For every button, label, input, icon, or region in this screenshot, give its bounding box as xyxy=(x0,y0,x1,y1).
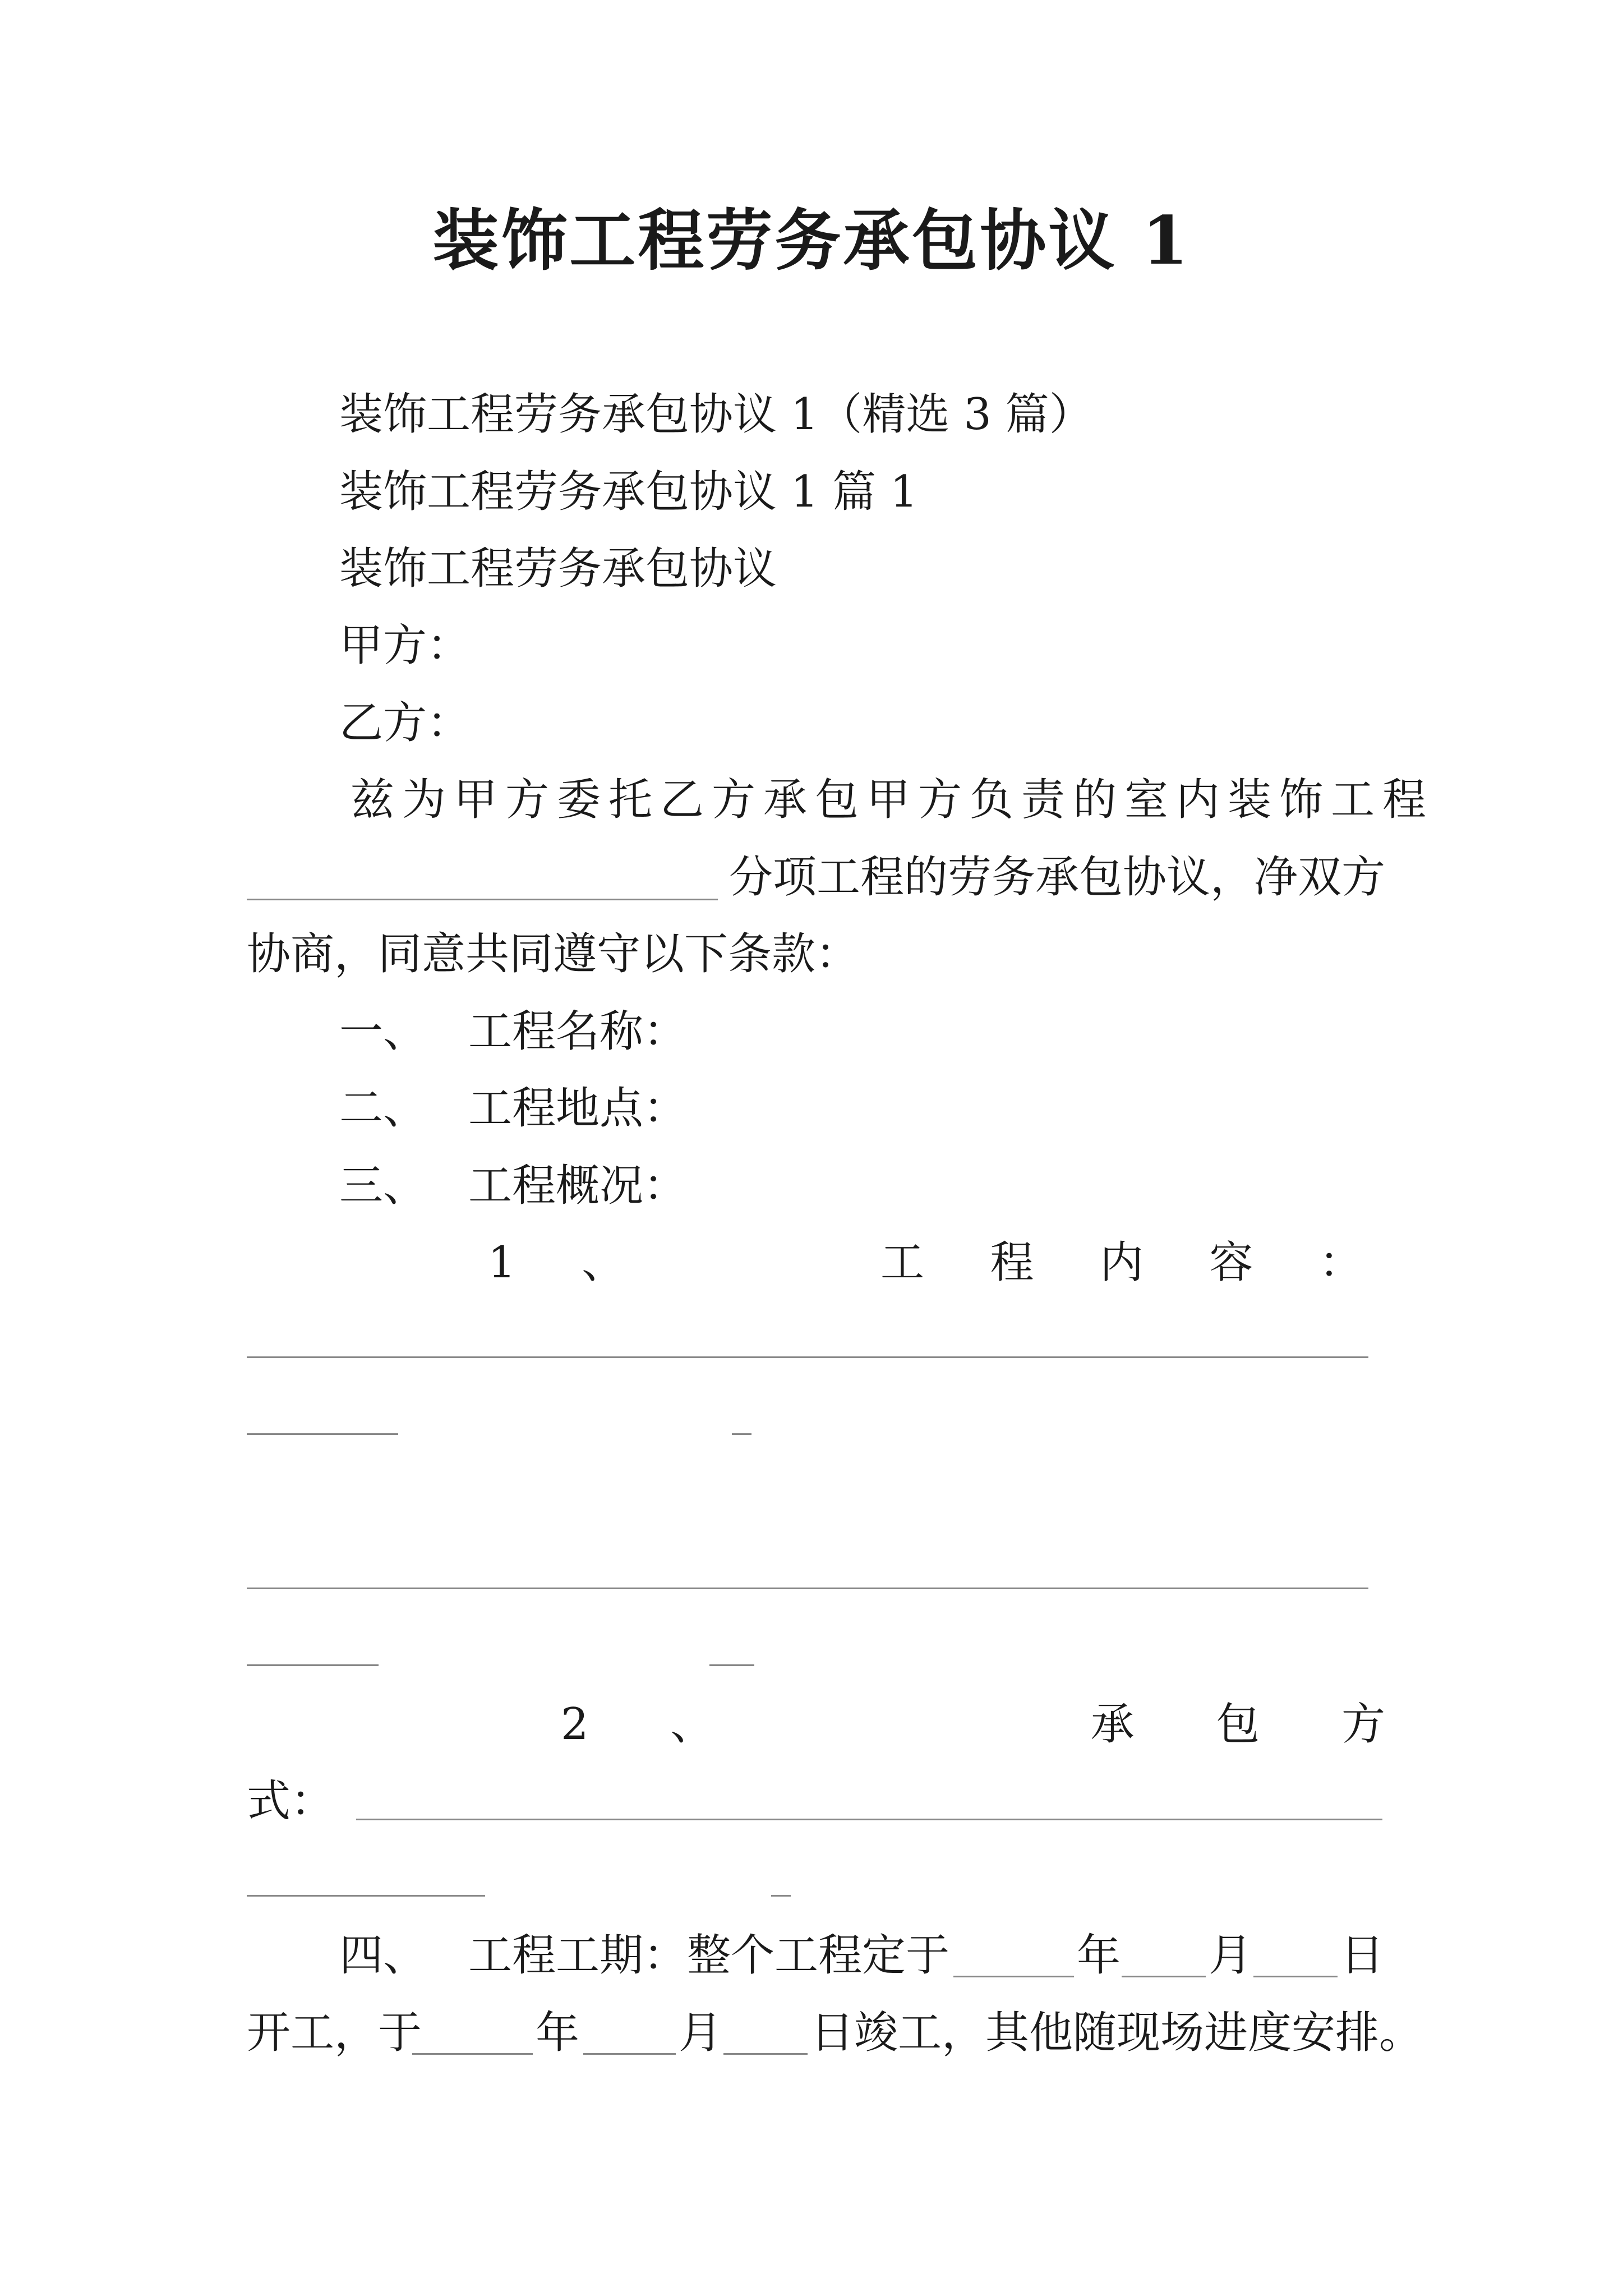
clause-project-name: 工程名称： xyxy=(468,1006,688,1057)
clause-number: 二、 xyxy=(339,1083,427,1134)
blank-underline xyxy=(247,899,718,900)
item-char: 方 xyxy=(1341,1699,1385,1750)
party-a-label: 甲方： xyxy=(339,620,471,671)
blank-underline xyxy=(709,1664,754,1666)
clause-project-overview: 工程概况： xyxy=(468,1161,688,1211)
blank-underline xyxy=(247,1433,398,1435)
completion-text: 日竣工，其他随现场进度安排。 xyxy=(810,2008,1423,2058)
year-label: 年 xyxy=(1077,1930,1121,1981)
blank-underline xyxy=(771,1895,791,1897)
item-char: 承 xyxy=(1090,1699,1135,1750)
party-b-label: 乙方： xyxy=(339,698,471,748)
clause-number: 一、 xyxy=(339,1006,427,1057)
blank-underline xyxy=(247,1895,485,1897)
paragraph-intro-line3: 协商，同意共同遵守以下条款： xyxy=(247,929,860,979)
blank-underline xyxy=(356,1819,1382,1820)
clause-project-location: 工程地点： xyxy=(468,1083,688,1134)
blank-underline xyxy=(247,1356,1368,1358)
blank-underline xyxy=(1122,1976,1206,1977)
day-label: 日 xyxy=(1340,1930,1385,1981)
page-title: 装饰工程劳务承包协议 1 xyxy=(432,201,1191,279)
blank-underline xyxy=(247,1664,379,1666)
item-char: 程 xyxy=(990,1237,1034,1288)
item-char: 2 xyxy=(561,1699,589,1750)
section-heading: 装饰工程劳务承包协议 1 篇 1 xyxy=(339,467,918,517)
blank-underline xyxy=(1253,1976,1338,1977)
year-label: 年 xyxy=(536,2008,580,2058)
item-char: ： xyxy=(1318,1237,1363,1288)
blank-underline xyxy=(723,2053,808,2055)
item-char: 内 xyxy=(1099,1237,1144,1288)
month-label: 月 xyxy=(1209,1930,1253,1981)
item-char: 1 xyxy=(488,1237,516,1288)
item-char: 、 xyxy=(670,1699,714,1750)
blank-underline xyxy=(732,1433,751,1435)
clause-number: 四、 xyxy=(339,1930,427,1981)
blank-underline xyxy=(583,2053,676,2055)
item-char: 包 xyxy=(1216,1699,1260,1750)
blank-underline xyxy=(412,2053,533,2055)
item-project-content xyxy=(488,1237,1363,1288)
month-label: 月 xyxy=(679,2008,723,2058)
agreement-heading: 装饰工程劳务承包协议 xyxy=(339,544,777,594)
subtitle-line: 装饰工程劳务承包协议 1（精选 3 篇） xyxy=(339,389,1093,440)
blank-underline xyxy=(247,1588,1368,1589)
spacer xyxy=(691,1241,815,1285)
item-char: 、 xyxy=(582,1237,626,1288)
item-char: 容 xyxy=(1209,1237,1253,1288)
clause-schedule: 工程工期：整个工程定于 xyxy=(468,1930,950,1981)
item-contract-method-cont: 式： xyxy=(247,1776,335,1826)
item-char: 工 xyxy=(880,1237,925,1288)
paragraph-intro-line1: 兹为甲方委托乙方承包甲方负责的室内装饰工程 xyxy=(351,775,1435,825)
item-contract-method xyxy=(561,1699,1385,1750)
clause-number: 三、 xyxy=(339,1161,427,1211)
blank-underline xyxy=(953,1976,1074,1977)
spacer xyxy=(796,1703,1009,1746)
start-work-text: 开工，于 xyxy=(247,2008,422,2058)
paragraph-intro-line2: 分项工程的劳务承包协议，净双方 xyxy=(729,852,1386,903)
